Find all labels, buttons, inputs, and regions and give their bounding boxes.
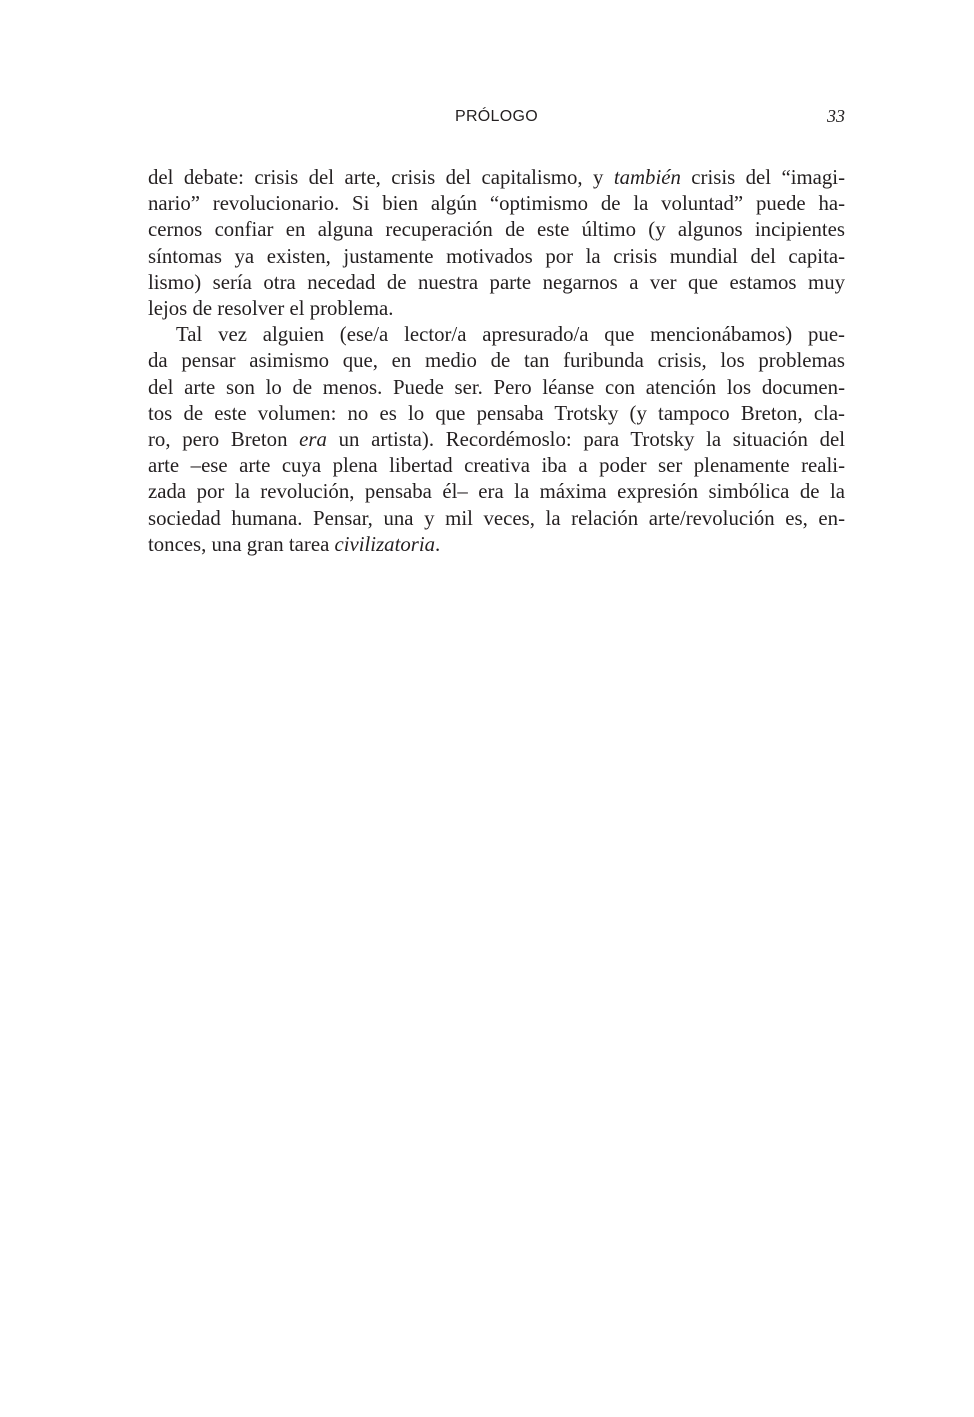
text-line: tos de este volumen: no es lo que pensaba Trotsky (y tampoco Breton, cla- — [148, 401, 845, 425]
text-line: arte –ese arte cuya plena libertad creativa iba a poder ser plenamente reali- — [148, 454, 845, 478]
text-line: síntomas ya existen, justamente motivados por la crisis mundial del capita- — [148, 244, 845, 268]
paragraph-2 — [148, 322, 845, 558]
text-line: zada por la revolución, pensaba él– era la máxima expresión simbólica de la — [148, 480, 845, 504]
body-text — [148, 165, 845, 558]
paragraph-1 — [148, 165, 845, 322]
text-line: cernos confiar en alguna recuperación de este último (y algunos incipientes — [148, 218, 845, 242]
text-line: da pensar asimismo que, en medio de tan furibunda crisis, los problemas — [148, 349, 845, 373]
text-line: del arte son lo de menos. Puede ser. Pero léanse con atención los documen- — [148, 375, 845, 399]
italic-word: era — [299, 428, 327, 452]
running-header — [148, 106, 845, 132]
running-title: PRÓLOGO — [454, 108, 538, 125]
text-line: tonces, una gran tarea civilizatoria. — [148, 532, 441, 556]
text-line: lejos de resolver el problema. — [148, 297, 394, 321]
text-line: lismo) sería otra necedad de nuestra parte negarnos a ver que estamos muy — [148, 270, 845, 294]
text-line: nario” revolucionario. Si bien algún “optimismo de la voluntad” puede ha- — [148, 192, 845, 216]
italic-word: también — [613, 166, 681, 189]
text-line: ro, pero Breton era un artista). Recordémoslo: para Trotsky la situación del — [148, 428, 845, 452]
text-line: del debate: crisis del arte, crisis del capitalismo, y también crisis del “imagi- — [148, 166, 845, 189]
text-line: sociedad humana. Pensar, una y mil veces, la relación arte/revolución es, en- — [148, 506, 845, 530]
page-number: 33 — [827, 106, 845, 126]
text-line: Tal vez alguien (ese/a lector/a apresurado/a que mencionábamos) pue- — [176, 323, 845, 347]
italic-word: civilizatoria — [334, 532, 436, 556]
